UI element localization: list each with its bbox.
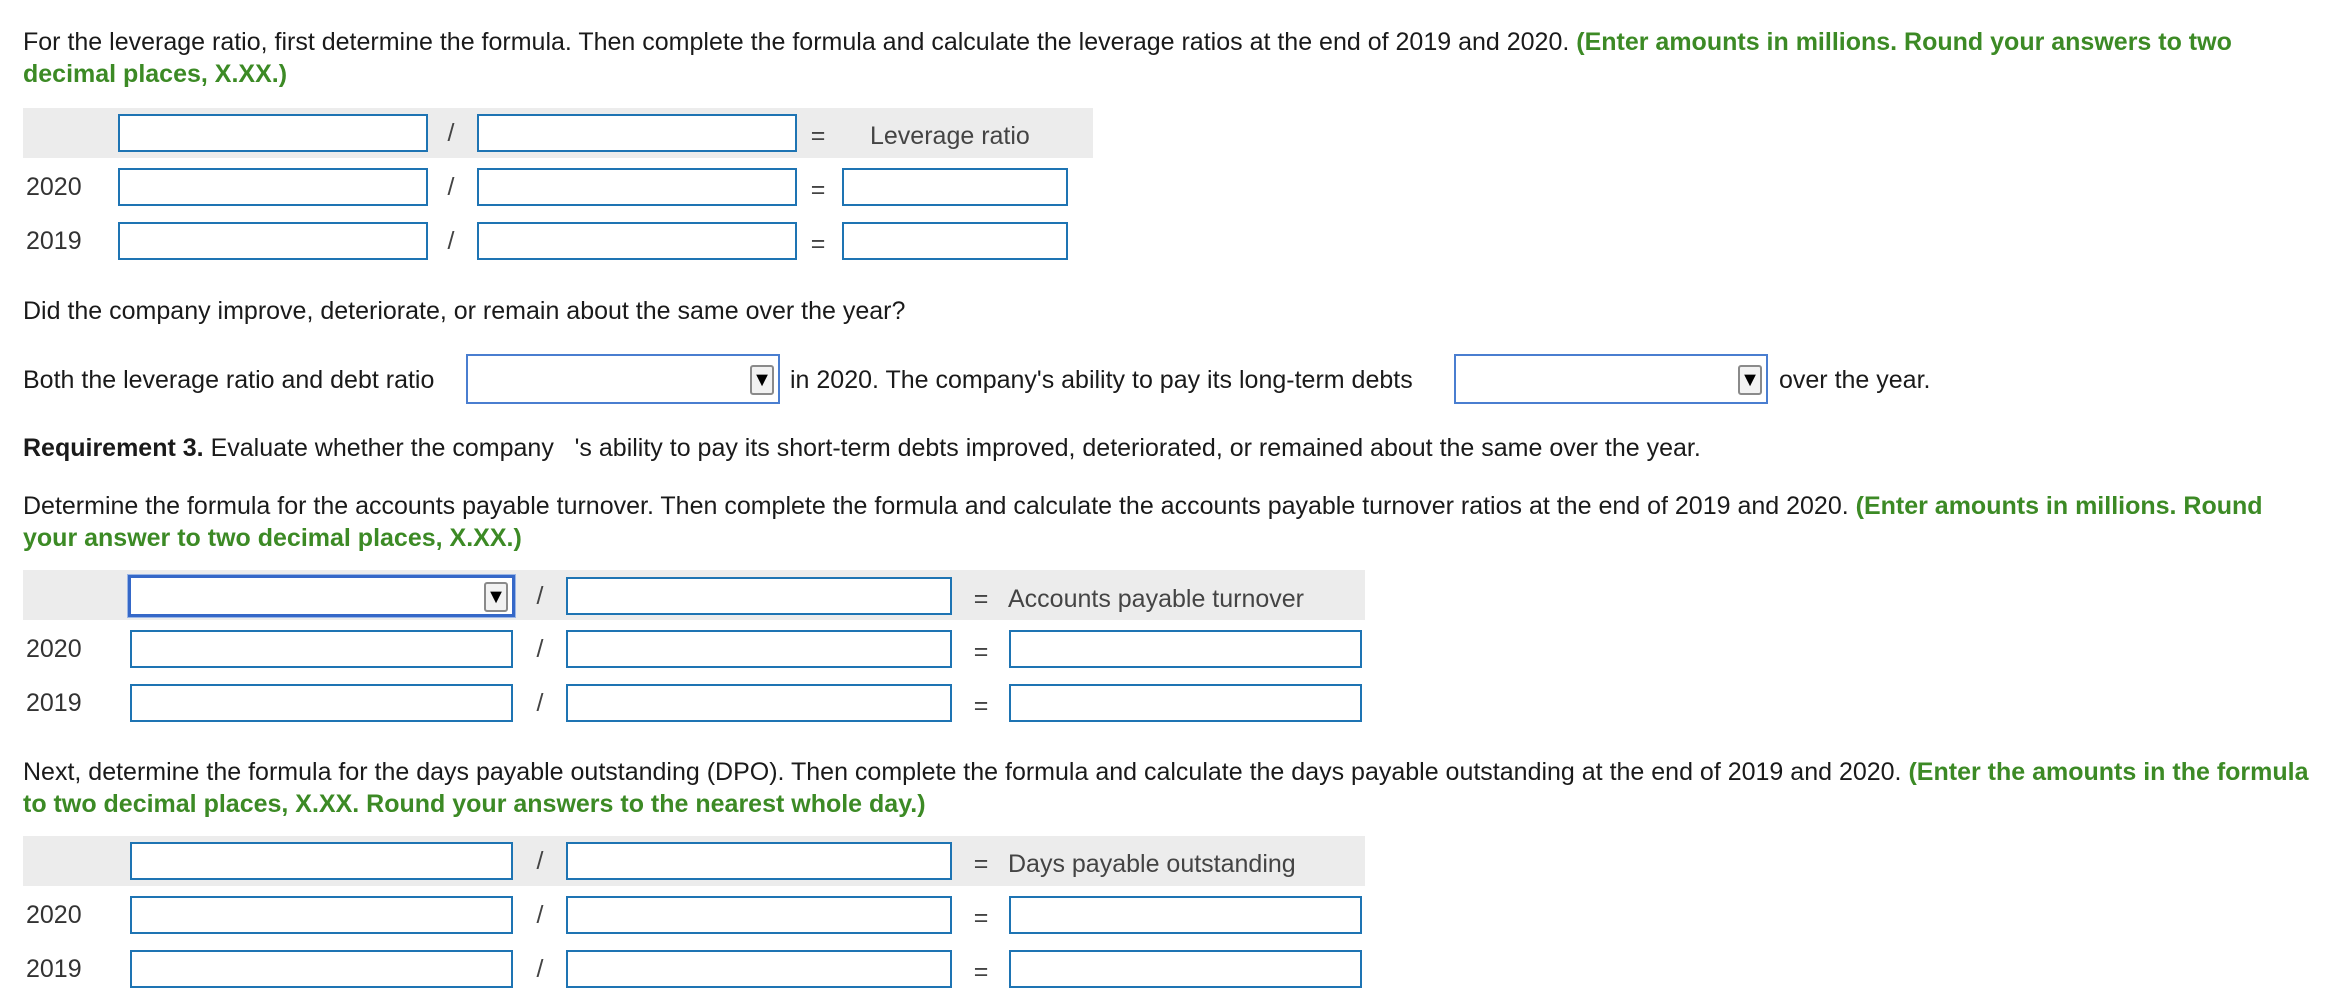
dpo-row-label-2020: 2020 [26, 901, 82, 929]
leverage-instructions [23, 26, 2313, 90]
divide-sign: / [536, 955, 544, 983]
equals-sign: = [973, 904, 989, 932]
ap-turnover-row-label-2020: 2020 [26, 635, 82, 663]
equals-sign: = [810, 230, 826, 258]
leverage-2019-denominator-input[interactable] [477, 222, 797, 260]
leverage-2020-result-input[interactable] [842, 168, 1068, 206]
divide-sign: / [447, 119, 455, 147]
divide-sign: / [536, 689, 544, 717]
leverage-result-header: Leverage ratio [870, 122, 1030, 150]
equals-sign: = [973, 638, 989, 666]
ap-turnover-intro-text: Determine the formula for the accounts payable turnover. Then complete the formula and calculate the accounts payable turnover ratios at the end of 2019 and 2020. [23, 492, 1849, 520]
leverage-2020-numerator-input[interactable] [118, 168, 428, 206]
ap-turnover-2019-denominator-input[interactable] [566, 684, 952, 722]
ap-turnover-2019-numerator-input[interactable] [130, 684, 513, 722]
dropdown-arrow-icon: ▼ [750, 365, 774, 395]
leverage-denominator-label-input[interactable] [477, 114, 797, 152]
ap-turnover-numerator-dropdown[interactable] [128, 575, 515, 617]
dpo-numerator-label-input[interactable] [130, 842, 513, 880]
equals-sign: = [973, 850, 989, 878]
requirement-3-heading: Requirement 3. [23, 434, 204, 462]
requirement-3-text: Evaluate whether the company 's ability to pay its short-term debts improved, deteriorated, or remained about the same over the year. [210, 434, 1701, 462]
leverage-note: (Enter amounts in millions. Round your answers to two decimal places, X.XX.) [23, 28, 2232, 88]
ability-change-dropdown[interactable] [1454, 354, 1768, 404]
dpo-instructions [23, 756, 2313, 820]
divide-sign: / [447, 173, 455, 201]
sentence-part-1: Both the leverage ratio and debt ratio [23, 366, 435, 394]
divide-sign: / [536, 582, 544, 610]
divide-sign: / [536, 901, 544, 929]
dpo-2020-result-input[interactable] [1009, 896, 1362, 934]
equals-sign: = [810, 176, 826, 204]
ap-turnover-note: (Enter amounts in millions. Round your answer to two decimal places, X.XX.) [23, 492, 2263, 552]
leverage-intro-text: For the leverage ratio, first determine the formula. Then complete the formula and calculate the leverage ratios at the end of 2019 and 2020. [23, 28, 1570, 56]
sentence-part-3: over the year. [1779, 366, 1931, 394]
leverage-2020-denominator-input[interactable] [477, 168, 797, 206]
ap-turnover-result-header: Accounts payable turnover [1008, 585, 1305, 613]
leverage-row-label-2019: 2019 [26, 227, 82, 255]
requirement-3 [23, 432, 2313, 464]
ap-turnover-2019-result-input[interactable] [1009, 684, 1362, 722]
equals-sign: = [973, 958, 989, 986]
dpo-row-label-2019: 2019 [26, 955, 82, 983]
leverage-row-label-2020: 2020 [26, 173, 82, 201]
divide-sign: / [536, 847, 544, 875]
ap-turnover-row-label-2019: 2019 [26, 689, 82, 717]
dpo-2020-numerator-input[interactable] [130, 896, 513, 934]
divide-sign: / [536, 635, 544, 663]
leverage-numerator-label-input[interactable] [118, 114, 428, 152]
dpo-2019-result-input[interactable] [1009, 950, 1362, 988]
ap-turnover-instructions [23, 490, 2313, 554]
equals-sign: = [973, 585, 989, 613]
leverage-2019-numerator-input[interactable] [118, 222, 428, 260]
dpo-intro-text: Next, determine the formula for the days payable outstanding (DPO). Then complete the formula and calculate the days payable outstanding at the end of 2019 and 2020. [23, 758, 1902, 786]
dpo-2020-denominator-input[interactable] [566, 896, 952, 934]
divide-sign: / [447, 227, 455, 255]
dpo-note: (Enter the amounts in the formula to two decimal places, X.XX. Round your answers to the nearest whole day.) [23, 758, 2309, 818]
dpo-2019-numerator-input[interactable] [130, 950, 513, 988]
improvement-question: Did the company improve, deteriorate, or remain about the same over the year? [23, 297, 906, 325]
ratio-change-dropdown[interactable] [466, 354, 780, 404]
ap-turnover-2020-numerator-input[interactable] [130, 630, 513, 668]
equals-sign: = [810, 122, 826, 150]
ap-turnover-2020-denominator-input[interactable] [566, 630, 952, 668]
sentence-part-2: in 2020. The company's ability to pay its long-term debts [790, 366, 1413, 394]
dropdown-arrow-icon: ▼ [484, 582, 508, 612]
ap-turnover-denominator-label-input[interactable] [566, 577, 952, 615]
dpo-result-header: Days payable outstanding [1008, 850, 1296, 878]
ap-turnover-2020-result-input[interactable] [1009, 630, 1362, 668]
dropdown-arrow-icon: ▼ [1738, 365, 1762, 395]
leverage-2019-result-input[interactable] [842, 222, 1068, 260]
dpo-2019-denominator-input[interactable] [566, 950, 952, 988]
dpo-denominator-label-input[interactable] [566, 842, 952, 880]
equals-sign: = [973, 692, 989, 720]
